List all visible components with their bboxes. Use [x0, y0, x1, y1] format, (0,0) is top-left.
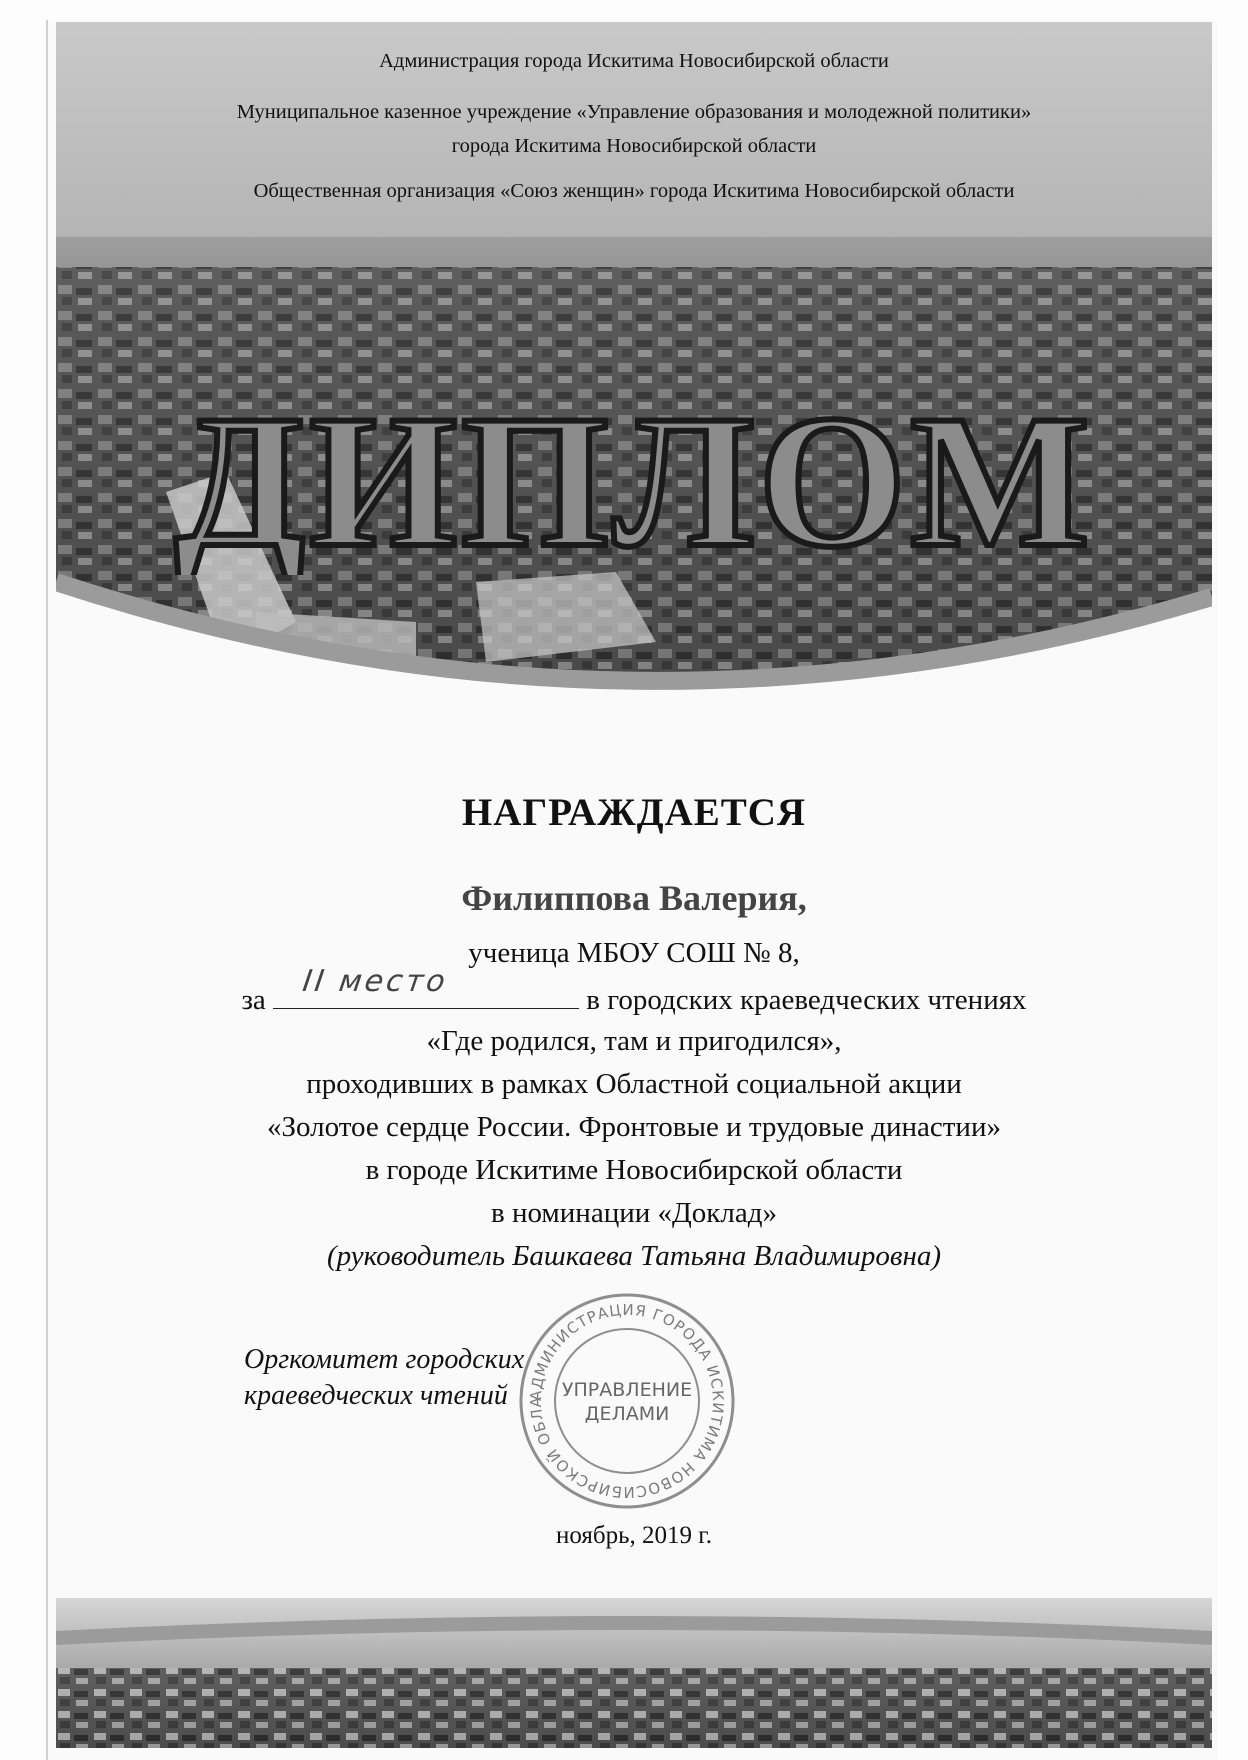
- organizing-committee: [244, 1342, 524, 1414]
- recipient-name: Филиппова Валерия,: [461, 878, 807, 918]
- held-line: проходивших в рамках Областной социальной акции: [306, 1068, 962, 1100]
- issue-date: ноябрь, 2019 г.: [556, 1522, 712, 1549]
- supervisor-line: (руководитель Башкаева Татьяна Владимировна): [327, 1240, 941, 1272]
- header-line-2: Муниципальное казенное учреждение «Управление образования и молодежной политики»: [236, 101, 1032, 123]
- za-prefix: за: [241, 984, 266, 1016]
- stamp-center-line-2: ДЕЛАМИ: [584, 1403, 670, 1425]
- campaign-name: «Золотое сердце России. Фронтовые и трудовые династии»: [267, 1111, 1001, 1143]
- nomination-line: в номинации «Доклад»: [491, 1197, 777, 1229]
- city-photo-header: [56, 22, 1212, 722]
- header-line-4: Общественная организация «Союз женщин» города Искитима Новосибирской области: [253, 180, 1015, 202]
- diploma-title-text: ДИПЛОМ: [174, 395, 1094, 575]
- city-line: в городе Искитиме Новосибирской области: [365, 1154, 903, 1186]
- official-stamp: [516, 1290, 738, 1512]
- org-line-1: Оргкомитет городских: [244, 1344, 525, 1375]
- place-line: [56, 964, 1212, 1017]
- stamp-ring-text: АДМИНИСТРАЦИЯ ГОРОДА ИСКИТИМА НОВОСИБИРСКОЙ ОБЛА: [526, 1300, 728, 1502]
- header-line-1: Администрация города Искитима Новосибирской области: [379, 50, 889, 72]
- awarded-heading: НАГРАЖДАЕТСЯ: [461, 791, 807, 834]
- event-title: «Где родился, там и пригодился»,: [426, 1025, 842, 1057]
- place-blank: [273, 964, 579, 1009]
- diploma-title: [56, 395, 1212, 580]
- stamp-center-line-1: УПРАВЛЕНИЕ: [561, 1379, 693, 1401]
- handwritten-place: II место: [300, 964, 451, 999]
- city-photo-footer: [56, 1598, 1212, 1748]
- recipient-role: ученица МБОУ СОШ № 8,: [468, 937, 800, 969]
- za-suffix: в городских краеведческих чтениях: [586, 984, 1027, 1016]
- header-line-3: города Искитима Новосибирской области: [451, 135, 817, 157]
- org-line-2: краеведческих чтений: [244, 1380, 508, 1411]
